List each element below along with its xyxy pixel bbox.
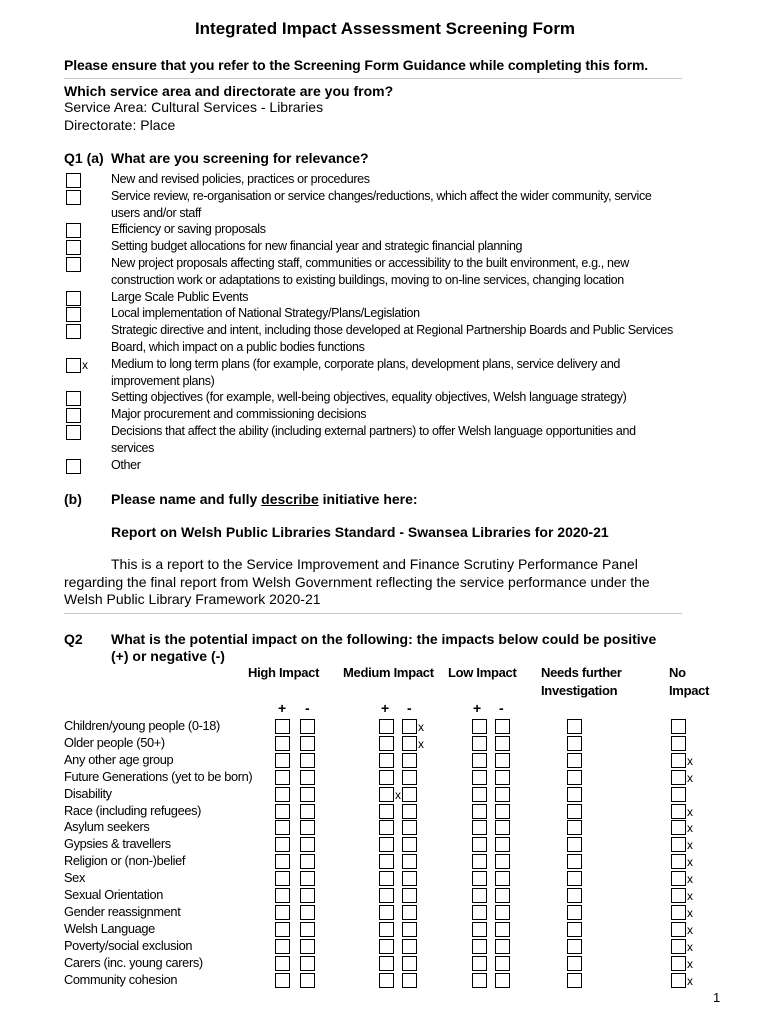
q2-row-label: Religion or (non-)belief (64, 853, 186, 869)
q2-checkbox-low-plus[interactable] (472, 905, 487, 920)
q1a-checkbox[interactable] (66, 324, 81, 339)
q2-checkbox-high-plus[interactable] (275, 736, 290, 751)
q1a-label: Q1 (a) (64, 150, 104, 166)
q2-checkbox-low-plus[interactable] (472, 854, 487, 869)
q2-checkbox-needs[interactable] (567, 854, 582, 869)
q2-checkbox-needs[interactable] (567, 753, 582, 768)
q1b-question (111, 491, 418, 507)
q1b-question-underlined: describe (261, 491, 319, 507)
q2-checkbox-needs[interactable] (567, 905, 582, 920)
q2-mark: x (418, 720, 424, 734)
q1a-checkbox[interactable] (66, 190, 81, 205)
q2-mark: x (687, 804, 693, 819)
q1b-question-part: initiative here: (318, 491, 418, 507)
q2-checkbox-low-plus[interactable] (472, 956, 487, 971)
q2-checkbox-no[interactable] (671, 719, 686, 734)
q2-checkbox-high-plus[interactable] (275, 956, 290, 971)
q1a-checkbox[interactable] (66, 307, 81, 322)
col-needs-investigation: Needs further (541, 665, 622, 680)
col-no-impact: No (669, 665, 686, 680)
q1a-option-text: construction work or adaptations to existing buildings, moving to on-line services, changing location (111, 272, 624, 287)
plus-sign-header: + (381, 700, 390, 716)
page-number: 1 (713, 990, 721, 1005)
q2-mark: x (687, 855, 693, 870)
q2-checkbox-high-minus[interactable] (300, 888, 315, 903)
q2-checkbox-no[interactable] (671, 787, 686, 802)
q2-checkbox-high-plus[interactable] (275, 820, 290, 835)
q1a-checkbox[interactable] (66, 223, 81, 238)
q2-checkbox-low-minus[interactable] (495, 837, 510, 852)
q1a-option-text: users and/or staff (111, 205, 202, 220)
q2-checkbox-medium-plus[interactable] (379, 719, 394, 734)
page-title: Integrated Impact Assessment Screening Form (194, 19, 576, 38)
q2-checkbox-medium-minus[interactable] (402, 854, 417, 869)
q2-checkbox-needs[interactable] (567, 787, 582, 802)
q2-checkbox-high-plus[interactable] (275, 719, 290, 734)
q2-checkbox-high-minus[interactable] (300, 770, 315, 785)
col-needs-investigation-line2: Investigation (541, 683, 618, 698)
divider-middle (64, 613, 682, 614)
q2-checkbox-low-minus[interactable] (495, 804, 510, 819)
q2-mark: x (687, 838, 693, 853)
q2-checkbox-medium-plus[interactable] (379, 939, 394, 954)
q2-checkbox-low-minus[interactable] (495, 736, 510, 751)
q2-row-label: Asylum seekers (64, 819, 150, 835)
initiative-description-line: This is a report to the Service Improvement and Finance Scrutiny Performance Panel (111, 556, 638, 572)
q2-row-label: Older people (50+) (64, 734, 165, 750)
q1a-option-text: services (111, 440, 155, 455)
q2-checkbox-medium-minus[interactable] (402, 736, 417, 751)
q2-checkbox-no[interactable] (671, 804, 686, 819)
q2-checkbox-needs[interactable] (567, 804, 582, 819)
q2-checkbox-medium-plus[interactable] (379, 837, 394, 852)
q2-checkbox-low-plus[interactable] (472, 787, 487, 802)
q1a-checkbox[interactable] (66, 425, 81, 440)
q2-checkbox-no[interactable] (671, 770, 686, 785)
q2-mark: x (687, 753, 693, 768)
q2-mark: x (418, 736, 424, 751)
q2-checkbox-high-minus[interactable] (300, 837, 315, 852)
q2-checkbox-medium-minus[interactable] (402, 939, 417, 954)
col-high-impact: High Impact (248, 665, 320, 680)
q2-checkbox-high-plus[interactable] (275, 888, 290, 903)
q2-checkbox-low-plus[interactable] (472, 770, 487, 785)
q1a-checkbox[interactable] (66, 408, 81, 423)
directorate: Directorate: Place (64, 117, 176, 133)
col-low-impact: Low Impact (448, 665, 517, 680)
q2-checkbox-no[interactable] (671, 939, 686, 954)
q1a-checkbox[interactable] (66, 240, 81, 255)
q2-row-label: Children/young people (0-18) (64, 718, 220, 733)
q2-checkbox-low-plus[interactable] (472, 922, 487, 937)
q2-checkbox-no[interactable] (671, 820, 686, 835)
q2-checkbox-high-plus[interactable] (275, 973, 290, 988)
q2-checkbox-high-minus[interactable] (300, 719, 315, 734)
q2-checkbox-medium-minus[interactable] (402, 888, 417, 903)
q2-mark: x (687, 973, 693, 988)
q2-checkbox-needs[interactable] (567, 939, 582, 954)
minus-sign-header: - (407, 700, 412, 716)
q2-checkbox-low-minus[interactable] (495, 939, 510, 954)
q2-checkbox-needs[interactable] (567, 871, 582, 886)
q1a-option-text: Major procurement and commissioning decisions (111, 407, 367, 422)
initiative-description-line: regarding the final report from Welsh Government reflecting the service performance under the (64, 574, 650, 590)
q2-checkbox-high-plus[interactable] (275, 753, 290, 768)
q1a-check-mark: x (82, 357, 88, 372)
q2-mark: x (687, 939, 693, 954)
q2-checkbox-medium-plus[interactable] (379, 888, 394, 903)
q1a-option-text: Efficiency or saving proposals (111, 222, 266, 237)
q2-checkbox-medium-minus[interactable] (402, 956, 417, 971)
q2-checkbox-low-plus[interactable] (472, 888, 487, 903)
q2-row-label: Any other age group (64, 751, 174, 767)
q2-checkbox-low-minus[interactable] (495, 753, 510, 768)
q2-checkbox-medium-plus[interactable] (379, 804, 394, 819)
q2-checkbox-medium-minus[interactable] (402, 753, 417, 768)
q2-checkbox-medium-minus[interactable] (402, 905, 417, 920)
q1a-checkbox[interactable] (66, 291, 81, 306)
initiative-title: Report on Welsh Public Libraries Standard - Swansea Libraries for 2020-21 (111, 524, 609, 540)
q2-checkbox-medium-minus[interactable] (402, 787, 417, 802)
q2-checkbox-low-plus[interactable] (472, 719, 487, 734)
q2-checkbox-low-plus[interactable] (472, 804, 487, 819)
q1a-option-text: Setting budget allocations for new financial year and strategic financial planning (111, 239, 523, 254)
q2-checkbox-medium-minus[interactable] (402, 871, 417, 886)
divider-top (64, 78, 682, 79)
q2-checkbox-no[interactable] (671, 854, 686, 869)
col-medium-impact: Medium Impact (343, 665, 434, 680)
q1a-option-text: New project proposals affecting staff, communities or accessibility to the built environment, e.g., new (111, 256, 629, 270)
q2-checkbox-high-minus[interactable] (300, 787, 315, 802)
q2-mark: x (687, 922, 693, 937)
q2-question-line: (+) or negative (-) (111, 648, 225, 664)
q2-checkbox-no[interactable] (671, 888, 686, 903)
q1a-question: What are you screening for relevance? (111, 150, 369, 166)
q1a-checkbox[interactable] (66, 358, 81, 373)
q2-checkbox-high-plus[interactable] (275, 787, 290, 802)
q2-row-label: Community cohesion (64, 971, 178, 987)
q2-mark: x (687, 905, 693, 920)
q2-checkbox-high-plus[interactable] (275, 770, 290, 785)
q2-checkbox-low-minus[interactable] (495, 820, 510, 835)
q2-checkbox-low-minus[interactable] (495, 871, 510, 886)
q2-checkbox-medium-plus[interactable] (379, 736, 394, 751)
q2-checkbox-no[interactable] (671, 753, 686, 768)
q2-checkbox-medium-plus[interactable] (379, 871, 394, 886)
q2-row-label: Future Generations (yet to be born) (64, 768, 253, 784)
q1a-checkbox[interactable] (66, 173, 81, 188)
q2-checkbox-medium-minus[interactable] (402, 837, 417, 852)
q2-checkbox-low-minus[interactable] (495, 956, 510, 971)
guidance-note: Please ensure that you refer to the Screening Form Guidance while completing this form. (64, 57, 649, 73)
q1a-checkbox[interactable] (66, 391, 81, 406)
q2-row-label: Carers (inc. young carers) (64, 954, 203, 970)
q2-mark: x (687, 956, 693, 971)
q1a-option-text: Strategic directive and intent, including those developed at Regional Partnership Boards and Public Services (111, 323, 673, 338)
initiative-description-line: Welsh Public Library Framework 2020-21 (64, 591, 321, 607)
q1a-option-text: Local implementation of National Strategy/Plans/Legislation (111, 306, 420, 321)
q2-row-label: Welsh Language (64, 920, 155, 936)
q2-mark: x (687, 821, 693, 836)
q2-checkbox-high-plus[interactable] (275, 804, 290, 819)
minus-sign-header: - (305, 700, 310, 716)
q2-row-label: Gender reassignment (64, 903, 181, 919)
q2-checkbox-high-plus[interactable] (275, 905, 290, 920)
q2-checkbox-needs[interactable] (567, 719, 582, 734)
q2-checkbox-high-plus[interactable] (275, 837, 290, 852)
q2-checkbox-medium-minus[interactable] (402, 973, 417, 988)
q2-checkbox-medium-minus[interactable] (402, 719, 417, 734)
q2-checkbox-high-plus[interactable] (275, 922, 290, 937)
q2-checkbox-needs[interactable] (567, 837, 582, 852)
q2-row-label: Sexual Orientation (64, 887, 163, 902)
q2-row-label: Race (including refugees) (64, 802, 202, 818)
q1a-checkbox[interactable] (66, 459, 81, 474)
q2-mark: x (687, 889, 693, 903)
col-no-impact-line2: Impact (669, 683, 710, 698)
q2-checkbox-high-minus[interactable] (300, 753, 315, 768)
q2-checkbox-no[interactable] (671, 871, 686, 886)
q2-checkbox-medium-plus[interactable] (379, 973, 394, 988)
q1a-option-text: Large Scale Public Events (111, 289, 249, 304)
q2-checkbox-medium-plus[interactable] (379, 787, 394, 802)
service-question: Which service area and directorate are you from? (64, 83, 394, 99)
q1a-option-text: Medium to long term plans (for example, corporate plans, development plans, service delivery and (111, 356, 621, 371)
q2-checkbox-low-plus[interactable] (472, 973, 487, 988)
q2-checkbox-low-minus[interactable] (495, 770, 510, 785)
q2-row-label: Poverty/social exclusion (64, 937, 193, 953)
q2-checkbox-low-plus[interactable] (472, 820, 487, 835)
q2-checkbox-low-minus[interactable] (495, 905, 510, 920)
q2-checkbox-medium-plus[interactable] (379, 922, 394, 937)
q2-checkbox-low-minus[interactable] (495, 719, 510, 734)
q1a-option-text: improvement plans) (111, 373, 215, 388)
q2-checkbox-medium-plus[interactable] (379, 820, 394, 835)
q2-checkbox-high-minus[interactable] (300, 736, 315, 751)
q1a-option-text: Board, which impact on a public bodies functions (111, 340, 365, 354)
q2-checkbox-high-plus[interactable] (275, 854, 290, 869)
service-area: Service Area: Cultural Services - Libraries (64, 99, 324, 115)
q2-checkbox-no[interactable] (671, 956, 686, 971)
q2-checkbox-needs[interactable] (567, 973, 582, 988)
q2-checkbox-no[interactable] (671, 736, 686, 751)
q2-checkbox-medium-plus[interactable] (379, 770, 394, 785)
q2-checkbox-high-minus[interactable] (300, 871, 315, 886)
q1b-label: (b) (64, 491, 82, 507)
q2-checkbox-medium-plus[interactable] (379, 956, 394, 971)
q1a-option-text: Setting objectives (for example, well-being objectives, equality objectives, Welsh language strategy) (111, 390, 627, 405)
q2-checkbox-medium-minus[interactable] (402, 804, 417, 819)
q2-checkbox-needs[interactable] (567, 736, 582, 751)
q2-checkbox-low-plus[interactable] (472, 753, 487, 768)
q2-checkbox-needs[interactable] (567, 922, 582, 937)
q2-label: Q2 (64, 631, 83, 647)
q2-question-line: What is the potential impact on the following: the impacts below could be positive (111, 631, 657, 647)
q1a-option-text: Other (111, 457, 141, 472)
q2-checkbox-low-plus[interactable] (472, 736, 487, 751)
q2-row-label: Disability (64, 785, 112, 801)
q2-mark: x (395, 787, 401, 802)
q2-checkbox-high-minus[interactable] (300, 804, 315, 819)
q2-checkbox-high-minus[interactable] (300, 973, 315, 988)
q2-checkbox-high-minus[interactable] (300, 939, 315, 954)
q2-mark: x (687, 872, 693, 887)
q1b-question-part: Please name and fully (111, 491, 262, 507)
q2-mark: x (687, 770, 693, 785)
plus-sign-header: + (473, 700, 482, 716)
q2-checkbox-high-minus[interactable] (300, 905, 315, 920)
q2-checkbox-no[interactable] (671, 922, 686, 937)
q1a-option-text: New and revised policies, practices or procedures (111, 172, 370, 186)
q2-checkbox-needs[interactable] (567, 770, 582, 785)
q2-checkbox-needs[interactable] (567, 888, 582, 903)
q2-checkbox-low-plus[interactable] (472, 837, 487, 852)
q2-checkbox-low-minus[interactable] (495, 922, 510, 937)
q2-checkbox-high-minus[interactable] (300, 854, 315, 869)
q2-checkbox-low-minus[interactable] (495, 787, 510, 802)
plus-sign-header: + (278, 700, 287, 716)
q2-checkbox-high-minus[interactable] (300, 820, 315, 835)
q2-checkbox-high-plus[interactable] (275, 939, 290, 954)
q2-checkbox-needs[interactable] (567, 820, 582, 835)
q2-checkbox-medium-plus[interactable] (379, 854, 394, 869)
q2-checkbox-medium-minus[interactable] (402, 922, 417, 937)
q2-checkbox-medium-minus[interactable] (402, 770, 417, 785)
q1a-option-text: Decisions that affect the ability (including external partners) to offer Welsh language opportunities and (111, 424, 636, 438)
q1a-checkbox[interactable] (66, 257, 81, 272)
q2-checkbox-no[interactable] (671, 973, 686, 988)
q2-checkbox-low-plus[interactable] (472, 939, 487, 954)
q2-checkbox-high-minus[interactable] (300, 956, 315, 971)
q2-row-label: Gypsies & travellers (64, 836, 171, 852)
minus-sign-header: - (499, 700, 504, 716)
q2-row-label: Sex (64, 870, 86, 886)
q1a-option-text: Service review, re-organisation or service changes/reductions, which affect the wider community, service (111, 188, 652, 203)
q2-checkbox-low-minus[interactable] (495, 973, 510, 988)
q2-checkbox-low-minus[interactable] (495, 888, 510, 903)
q2-checkbox-low-plus[interactable] (472, 871, 487, 886)
q2-checkbox-medium-minus[interactable] (402, 820, 417, 835)
q2-checkbox-medium-plus[interactable] (379, 905, 394, 920)
q2-checkbox-high-plus[interactable] (275, 871, 290, 886)
q2-checkbox-high-minus[interactable] (300, 922, 315, 937)
q2-checkbox-no[interactable] (671, 905, 686, 920)
q2-checkbox-medium-plus[interactable] (379, 753, 394, 768)
q2-checkbox-no[interactable] (671, 837, 686, 852)
q2-checkbox-low-minus[interactable] (495, 854, 510, 869)
q2-checkbox-needs[interactable] (567, 956, 582, 971)
